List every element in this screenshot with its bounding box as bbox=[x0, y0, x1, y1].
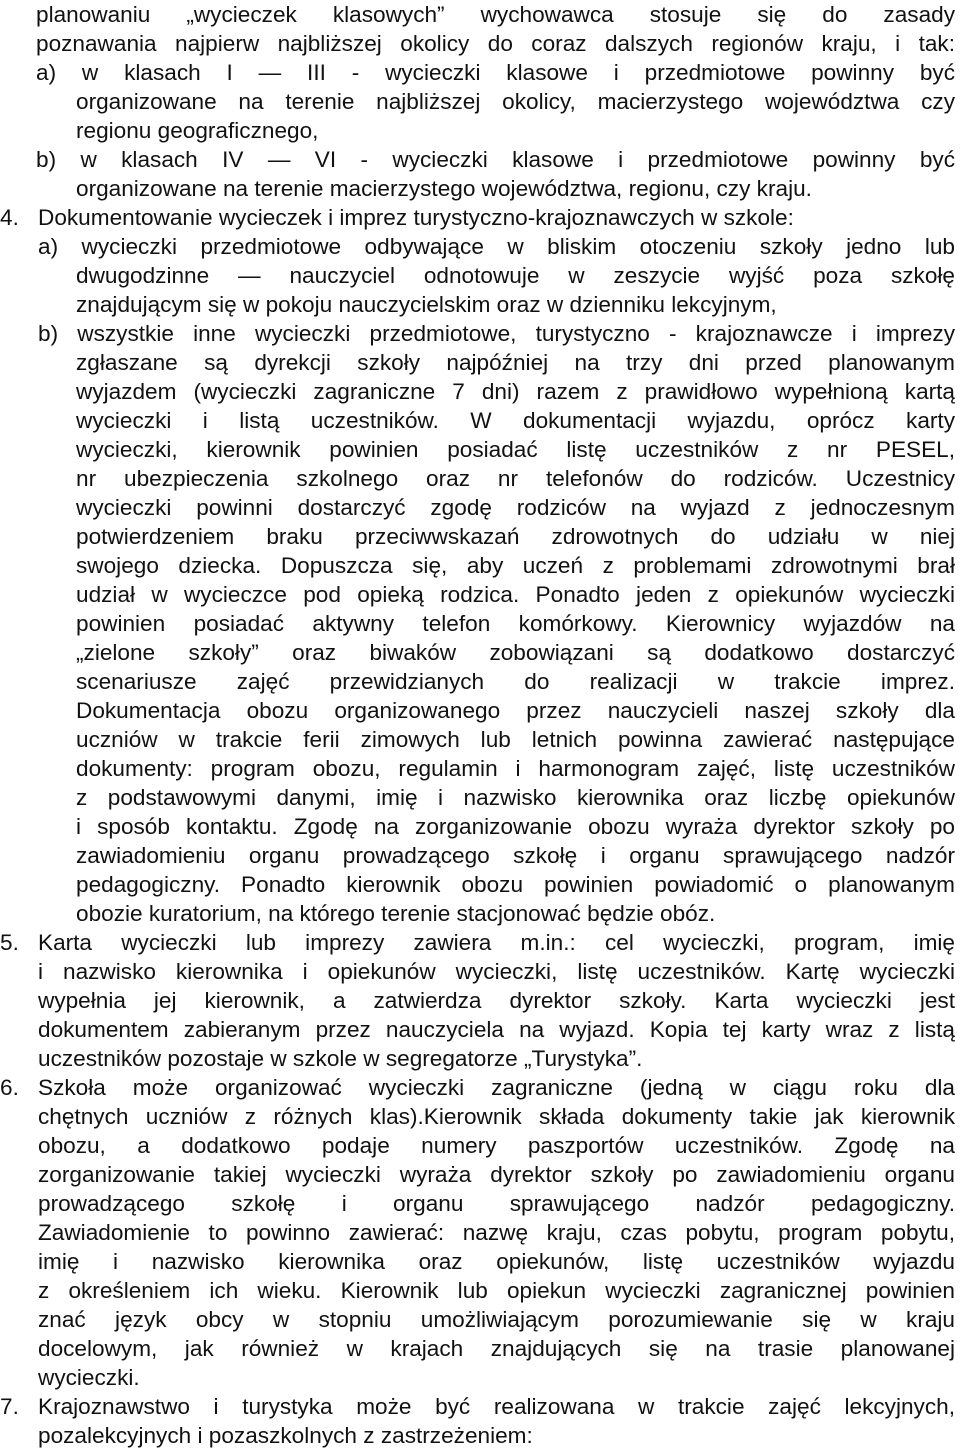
text-line: obozu, a dodatkowo podaje numery paszportów uczestników. Zgodę na bbox=[38, 1133, 955, 1158]
text-line: b) wszystkie inne wycieczki przedmiotowe, turystyczno - krajoznawcze i imprezy bbox=[38, 321, 955, 346]
text-line: wycieczki, kierownik powinien posiadać listę uczestników z nr PESEL, bbox=[76, 437, 955, 462]
text-line: dokumentem zabieranym przez nauczyciela na wyjazd. Kopia tej karty wraz z listą bbox=[38, 1017, 955, 1042]
text-line: chętnych uczniów z różnych klas).Kierownik składa dokumenty takie jak kierownik bbox=[38, 1104, 955, 1129]
text-line: planowaniu „wycieczek klasowych” wychowawca stosuje się do zasady bbox=[36, 2, 955, 27]
text-line: prowadzącego szkołę i organu sprawującego nadzór pedagogiczny. bbox=[38, 1191, 955, 1216]
text-line: regionu geograficznego, bbox=[76, 118, 319, 143]
text-line: zgłaszane są dyrekcji szkoły najpóźniej na trzy dni przed planowanym bbox=[76, 350, 955, 375]
text-line: uczniów w trakcie ferii zimowych lub letnich powinna zawierać następujące bbox=[76, 727, 955, 752]
text-line: zawiadomieniu organu prowadzącego szkołę i organu sprawującego nadzór bbox=[76, 843, 955, 868]
text-line: Karta wycieczki lub imprezy zawiera m.in.: cel wycieczki, program, imię bbox=[38, 930, 955, 955]
text-line: a) w klasach I — III - wycieczki klasowe i przedmiotowe powinny być bbox=[36, 60, 955, 85]
text-line: z podstawowymi danymi, imię i nazwisko kierownika oraz liczbę opiekunów bbox=[76, 785, 955, 810]
list-number: 6. bbox=[0, 1075, 19, 1100]
text-line: dokumenty: program obozu, regulamin i harmonogram zajęć, listę uczestników bbox=[76, 756, 955, 781]
text-line: z określeniem ich wieku. Kierownik lub opiekun wycieczki zagranicznej powinien bbox=[38, 1278, 955, 1303]
text-line: obozie kuratorium, na którego terenie stacjonować będzie obóz. bbox=[76, 901, 716, 926]
text-line: b) w klasach IV — VI - wycieczki klasowe i przedmiotowe powinny być bbox=[36, 147, 955, 172]
list-number: 4. bbox=[0, 205, 19, 230]
list-number: 7. bbox=[0, 1394, 19, 1419]
text-line: wycieczki i listą uczestników. W dokumentacji wyjazdu, oprócz karty bbox=[76, 408, 955, 433]
text-line: Krajoznawstwo i turystyka może być realizowana w trakcie zajęć lekcyjnych, bbox=[38, 1394, 955, 1419]
text-line: nr ubezpieczenia szkolnego oraz nr telefonów do rodziców. Uczestnicy bbox=[76, 466, 955, 491]
text-line: pedagogiczny. Ponadto kierownik obozu powinien powiadomić o planowanym bbox=[76, 872, 955, 897]
text-line: i nazwisko kierownika i opiekunów wycieczki, listę uczestników. Kartę wycieczki bbox=[38, 959, 955, 984]
text-line: wycieczki powinni dostarczyć zgodę rodziców na wyjazd z jednoczesnym bbox=[76, 495, 955, 520]
text-line: docelowym, jak również w krajach znajdujących się na trasie planowanej bbox=[38, 1336, 955, 1361]
text-line: dwugodzinne — nauczyciel odnotowuje w zeszycie wyjść poza szkołę bbox=[76, 263, 955, 288]
text-line: wypełnia jej kierownik, a zatwierdza dyrektor szkoły. Karta wycieczki jest bbox=[38, 988, 955, 1013]
text-line: Dokumentowanie wycieczek i imprez turystyczno-krajoznawczych w szkole: bbox=[38, 205, 794, 230]
text-line: scenariusze zajęć przewidzianych do realizacji w trakcie imprez. bbox=[76, 669, 955, 694]
text-line: udział w wycieczce pod opieką rodzica. Ponadto jeden z opiekunów wycieczki bbox=[76, 582, 955, 607]
text-line: imię i nazwisko kierownika oraz opiekunów, listę uczestników wyjazdu bbox=[38, 1249, 955, 1274]
text-line: Szkoła może organizować wycieczki zagraniczne (jedną w ciągu roku dla bbox=[38, 1075, 955, 1100]
text-line: uczestników pozostaje w szkole w segregatorze „Turystyka”. bbox=[38, 1046, 643, 1071]
text-line: i sposób kontaktu. Zgodę na zorganizowanie obozu wyraża dyrektor szkoły po bbox=[76, 814, 955, 839]
text-line: wyjazdem (wycieczki zagraniczne 7 dni) razem z prawidłowo wypełnioną kartą bbox=[76, 379, 955, 404]
text-line: poznawania najpierw najbliższej okolicy do coraz dalszych regionów kraju, i tak: bbox=[36, 31, 955, 56]
text-line: Zawiadomienie to powinno zawierać: nazwę kraju, czas pobytu, program pobytu, bbox=[38, 1220, 955, 1245]
list-number: 5. bbox=[0, 930, 19, 955]
text-line: swojego dziecka. Dopuszcza się, aby uczeń z problemami zdrowotnymi brał bbox=[76, 553, 955, 578]
text-line: Dokumentacja obozu organizowanego przez nauczycieli naszej szkoły dla bbox=[76, 698, 955, 723]
text-line: a) wycieczki przedmiotowe odbywające w bliskim otoczeniu szkoły jedno lub bbox=[38, 234, 955, 259]
text-line: wycieczki. bbox=[38, 1365, 140, 1390]
text-line: organizowane na terenie najbliższej okolicy, macierzystego województwa czy bbox=[76, 89, 955, 114]
text-line: organizowane na terenie macierzystego województwa, regionu, czy kraju. bbox=[76, 176, 812, 201]
text-line: znajdującym się w pokoju nauczycielskim oraz w dzienniku lekcyjnym, bbox=[76, 292, 777, 317]
text-line: znać język obcy w stopniu umożliwiającym porozumiewanie się w kraju bbox=[38, 1307, 955, 1332]
text-line: „zielone szkoły” oraz biwaków zobowiązani są dodatkowo dostarczyć bbox=[76, 640, 955, 665]
text-line: pozalekcyjnych i pozaszkolnych z zastrzeżeniem: bbox=[38, 1423, 533, 1448]
text-line: powinien posiadać aktywny telefon komórkowy. Kierownicy wyjazdów na bbox=[76, 611, 955, 636]
text-line: potwierdzeniem braku przeciwwskazań zdrowotnych do udziału w niej bbox=[76, 524, 955, 549]
text-line: zorganizowanie takiej wycieczki wyraża dyrektor szkoły po zawiadomieniu organu bbox=[38, 1162, 955, 1187]
